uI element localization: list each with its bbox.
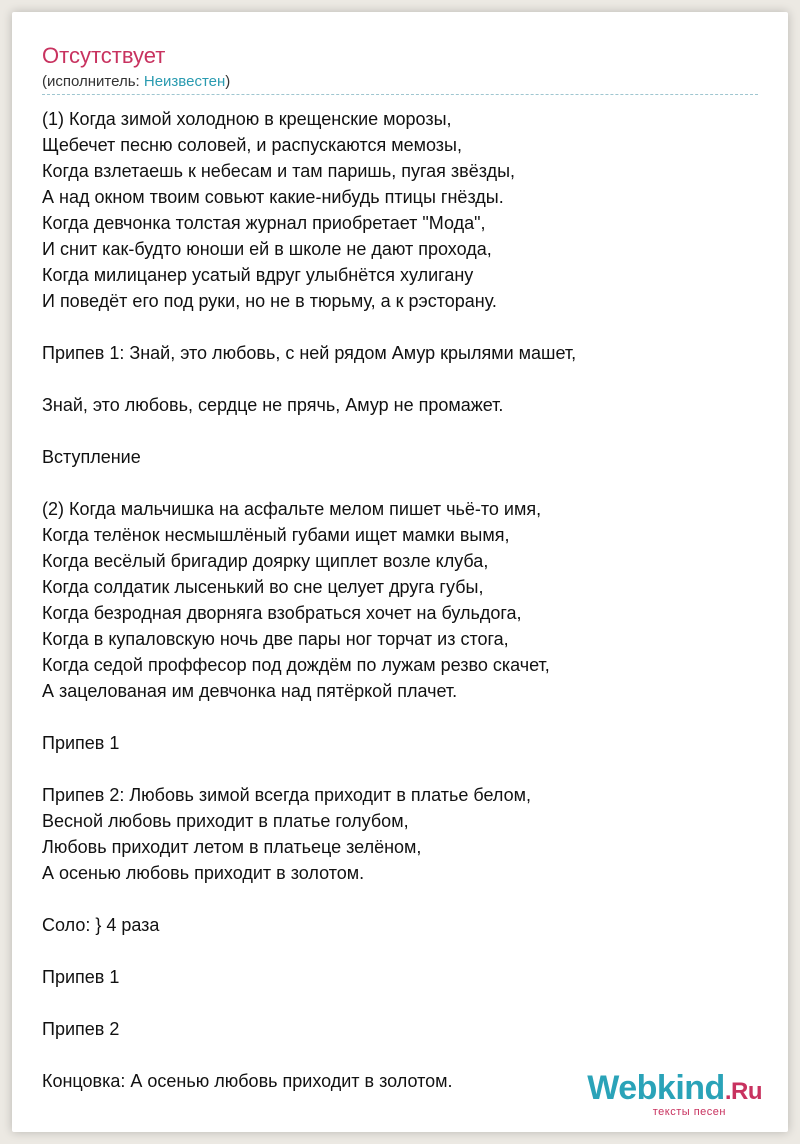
- lyrics-line: Весной любовь приходит в платье голубом,: [42, 811, 409, 831]
- lyrics-line: Щебечет песню соловей, и распускаются мемозы,: [42, 135, 462, 155]
- divider: [42, 94, 758, 95]
- logo-name: Webkind: [587, 1069, 725, 1107]
- lyrics-line: Знай, это любовь, сердце не прячь, Амур не промажет.: [42, 395, 504, 415]
- lyrics-line: Когда солдатик лысенький во сне целует друга губы,: [42, 577, 484, 597]
- stanza-gap: [42, 756, 772, 782]
- stanza-gap: [42, 470, 772, 496]
- stanza-gap: [42, 886, 772, 912]
- lyrics-line: Вступление: [42, 447, 141, 467]
- stanza-gap: [42, 704, 772, 730]
- song-title: Отсутствует: [42, 43, 166, 68]
- logo-tagline: тексты песен: [652, 1106, 726, 1118]
- stanza-gap: [42, 1042, 772, 1068]
- stanza-gap: [42, 314, 772, 340]
- lyrics-card: [12, 12, 788, 1132]
- stanza-gap: [42, 418, 772, 444]
- lyrics-text: [42, 106, 772, 1094]
- lyrics-line: Когда взлетаешь к небесам и там паришь, пугая звёзды,: [42, 161, 516, 181]
- lyrics-line: Когда седой проффесор под дождём по лужам резво скачет,: [42, 655, 550, 675]
- lyrics-line: Припев 2: Любовь зимой всегда приходит в платье белом,: [42, 785, 532, 805]
- lyrics-line: Припев 1: [42, 967, 120, 987]
- lyrics-line: А осенью любовь приходит в золотом.: [42, 863, 365, 883]
- lyrics-line: Припев 1: [42, 733, 120, 753]
- lyrics-line: (2) Когда мальчишка на асфальте мелом пишет чьё-то имя,: [42, 499, 542, 519]
- lyrics-line: Концовка: А осенью любовь приходит в золотом.: [42, 1071, 453, 1091]
- lyrics-line: И поведёт его под руки, но не в тюрьму, а к рэсторану.: [42, 291, 497, 311]
- lyrics-line: А зацелованая им девчонка над пятёркой плачет.: [42, 681, 458, 701]
- logo-tld: .Ru: [724, 1078, 762, 1105]
- lyrics-line: Соло: } 4 раза: [42, 915, 160, 935]
- performer-line: [42, 72, 230, 92]
- performer-link[interactable]: Неизвестен: [143, 73, 226, 90]
- site-logo[interactable]: [587, 1070, 762, 1118]
- lyrics-line: (1) Когда зимой холодною в крещенские морозы,: [42, 109, 452, 129]
- lyrics-line: Когда телёнок несмышлёный губами ищет мамки вымя,: [42, 525, 510, 545]
- performer-prefix: (исполнитель:: [42, 73, 144, 90]
- lyrics-line: Припев 2: [42, 1019, 120, 1039]
- lyrics-line: Припев 1: Знай, это любовь, с ней рядом Амур крылями машет,: [42, 343, 577, 363]
- lyrics-line: Любовь приходит летом в платьеце зелёном,: [42, 837, 422, 857]
- lyrics-line: Когда милицанер усатый вдруг улыбнётся хулигану: [42, 265, 474, 285]
- stanza-gap: [42, 990, 772, 1016]
- lyrics-line: А над окном твоим совьют какие-нибудь птицы гнёзды.: [42, 187, 504, 207]
- stanza-gap: [42, 366, 772, 392]
- lyrics-line: И снит как-будто юноши ей в школе не дают прохода,: [42, 239, 492, 259]
- lyrics-line: Когда безродная дворняга взобраться хочет на бульдога,: [42, 603, 522, 623]
- stanza-gap: [42, 938, 772, 964]
- performer-suffix: ): [225, 73, 231, 90]
- lyrics-line: Когда в купаловскую ночь две пары ног торчат из стога,: [42, 629, 509, 649]
- lyrics-line: Когда девчонка толстая журнал приобретает "Мода",: [42, 213, 486, 233]
- lyrics-line: Когда весёлый бригадир доярку щиплет возле клуба,: [42, 551, 489, 571]
